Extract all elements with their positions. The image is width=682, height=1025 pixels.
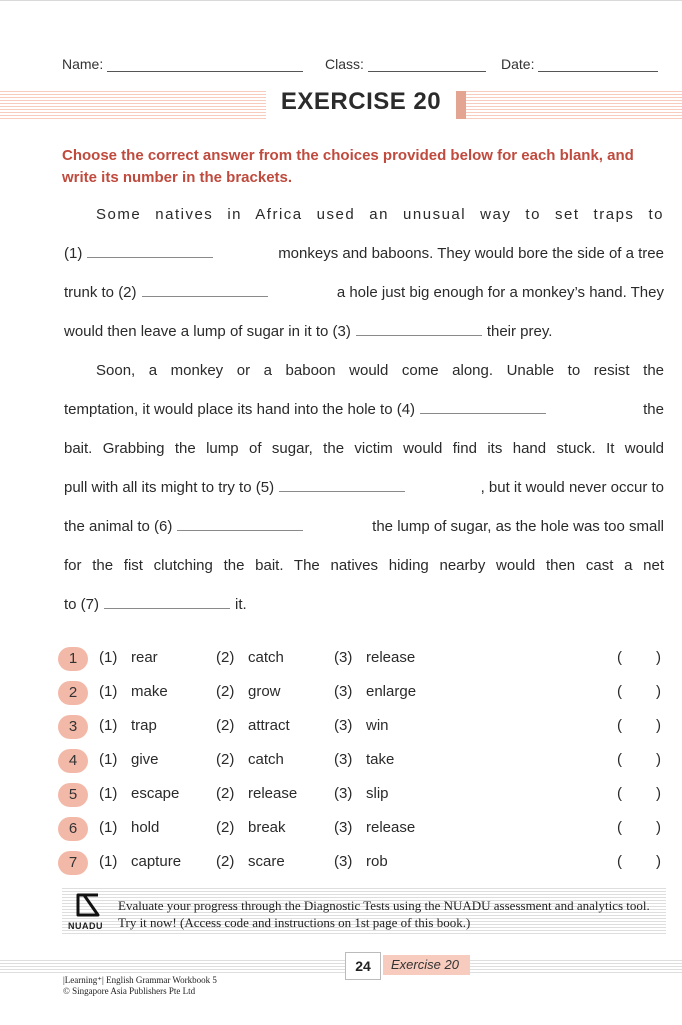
passage-text: temptation, it would place its hand into the hole to (4) [64,401,416,418]
passage-text: would then leave a lump of sugar in it to (3) [64,323,351,340]
passage-line-9 [64,516,664,538]
question-row [58,713,668,741]
date-field[interactable] [501,56,658,72]
question-row [58,781,668,809]
option-2[interactable]: (2) scare [216,853,285,870]
option-1[interactable]: (1) hold [99,819,160,836]
question-number-badge: 3 [58,715,88,739]
name-line[interactable] [107,60,303,72]
option-3[interactable]: (3) take [334,751,395,768]
option-1[interactable]: (1) trap [99,717,157,734]
option-2[interactable]: (2) break [216,819,286,836]
answer-bracket-close: ) [656,683,661,700]
passage-text: to (7) [64,596,100,613]
option-3[interactable]: (3) enlarge [334,683,417,700]
passage-line-4 [64,321,664,343]
passage-line-2 [64,243,664,265]
passage-line-8 [64,477,664,499]
question-number-badge: 2 [58,681,88,705]
blank-3[interactable] [356,323,482,336]
option-2[interactable]: (2) catch [216,649,284,666]
option-2[interactable]: (2) catch [216,751,284,768]
passage-text: trunk to (2) [64,284,137,301]
question-number-badge: 4 [58,749,88,773]
class-line[interactable] [368,60,486,72]
blank-5[interactable] [279,479,405,492]
question-row [58,815,668,843]
answer-bracket-close: ) [656,853,661,870]
option-2[interactable]: (2) attract [216,717,290,734]
passage-text: monkeys and baboons. They would bore the side of a tree [278,245,664,262]
question-number-badge: 1 [58,647,88,671]
top-rule [0,0,682,1]
option-2[interactable]: (2) grow [216,683,281,700]
answer-bracket-open[interactable]: ( [617,751,622,768]
answer-bracket-close: ) [656,751,661,768]
blank-6[interactable] [177,518,303,531]
answer-bracket-close: ) [656,649,661,666]
question-row [58,679,668,707]
name-field[interactable] [62,56,303,72]
answer-bracket-open[interactable]: ( [617,717,622,734]
title-band-right [456,91,682,119]
option-1[interactable]: (1) capture [99,853,182,870]
passage-line-3 [64,282,664,304]
option-1[interactable]: (1) give [99,751,159,768]
nuadu-label: NUADU [68,921,103,931]
question-row [58,849,668,877]
student-info-header [62,56,662,76]
blank-7[interactable] [104,596,230,609]
nuadu-promo-text: Evaluate your progress through the Diagnostic Tests using the NUADU assessment and analytics tool. Try it now! (Access code and instructions on 1st page of this book.) [118,898,650,930]
class-label: Class: [325,56,364,72]
passage-text: their prey. [486,323,553,340]
answer-bracket-close: ) [656,819,661,836]
nuadu-logo-icon [72,892,104,918]
passage-text: , but it would never occur to [480,479,664,496]
passage-text: the [643,401,664,418]
answer-bracket-open[interactable]: ( [617,785,622,802]
answer-bracket-close: ) [656,717,661,734]
blank-number: (1) [64,245,83,262]
blank-1[interactable] [87,245,213,258]
question-row [58,645,668,673]
blank-4[interactable] [420,401,546,414]
option-1[interactable]: (1) make [99,683,168,700]
date-line[interactable] [538,60,658,72]
publisher-info [63,975,217,997]
option-3[interactable]: (3) rob [334,853,388,870]
exercise-title: EXERCISE 20 [280,88,442,115]
passage-line-7: bait. Grabbing the lump of sugar, the victim would find its hand stuck. It would [64,440,664,457]
question-number-badge: 5 [58,783,88,807]
option-1[interactable]: (1) escape [99,785,180,802]
answer-bracket-open[interactable]: ( [617,819,622,836]
answer-bracket-open[interactable]: ( [617,649,622,666]
passage-text: pull with all its might to try to (5) [64,479,275,496]
answer-bracket-open[interactable]: ( [617,683,622,700]
book-title: |Learning⁺| English Grammar Workbook 5 [63,975,217,985]
passage-text: a hole just big enough for a monkey’s hand. They [336,284,664,301]
option-3[interactable]: (3) win [334,717,389,734]
passage-line-5: Soon, a monkey or a baboon would come along. Unable to resist the [96,362,664,379]
question-row [58,747,668,775]
option-3[interactable]: (3) release [334,649,416,666]
answer-bracket-open[interactable]: ( [617,853,622,870]
nuadu-promo-box [62,888,666,934]
option-3[interactable]: (3) release [334,819,416,836]
instruction-text: Choose the correct answer from the choices provided below for each blank, and write its number in the brackets. [62,147,634,186]
footer-band-left [0,959,345,973]
title-band-left [0,91,266,119]
question-number-badge: 6 [58,817,88,841]
copyright: © Singapore Asia Publishers Pte Ltd [63,986,196,996]
passage-line-6 [64,399,664,421]
blank-2[interactable] [142,284,268,297]
passage-text: the lump of sugar, as the hole was too small [372,518,664,535]
name-label: Name: [62,56,104,72]
footer-section-label: Exercise 20 [383,955,470,975]
passage-line-1: Some natives in Africa used an unusual way to set traps to [96,206,664,223]
passage-text: the animal to (6) [64,518,173,535]
page-number: 24 [345,952,381,980]
date-label: Date: [501,56,535,72]
passage-line-11 [64,594,664,616]
class-field[interactable] [325,56,486,72]
answer-bracket-close: ) [656,785,661,802]
option-3[interactable]: (3) slip [334,785,389,802]
footer-band-right [470,959,682,973]
option-1[interactable]: (1) rear [99,649,158,666]
option-2[interactable]: (2) release [216,785,298,802]
passage-text: it. [235,596,247,613]
passage-line-10: for the fist clutching the bait. The natives hiding nearby would then cast a net [64,557,664,574]
question-number-badge: 7 [58,851,88,875]
